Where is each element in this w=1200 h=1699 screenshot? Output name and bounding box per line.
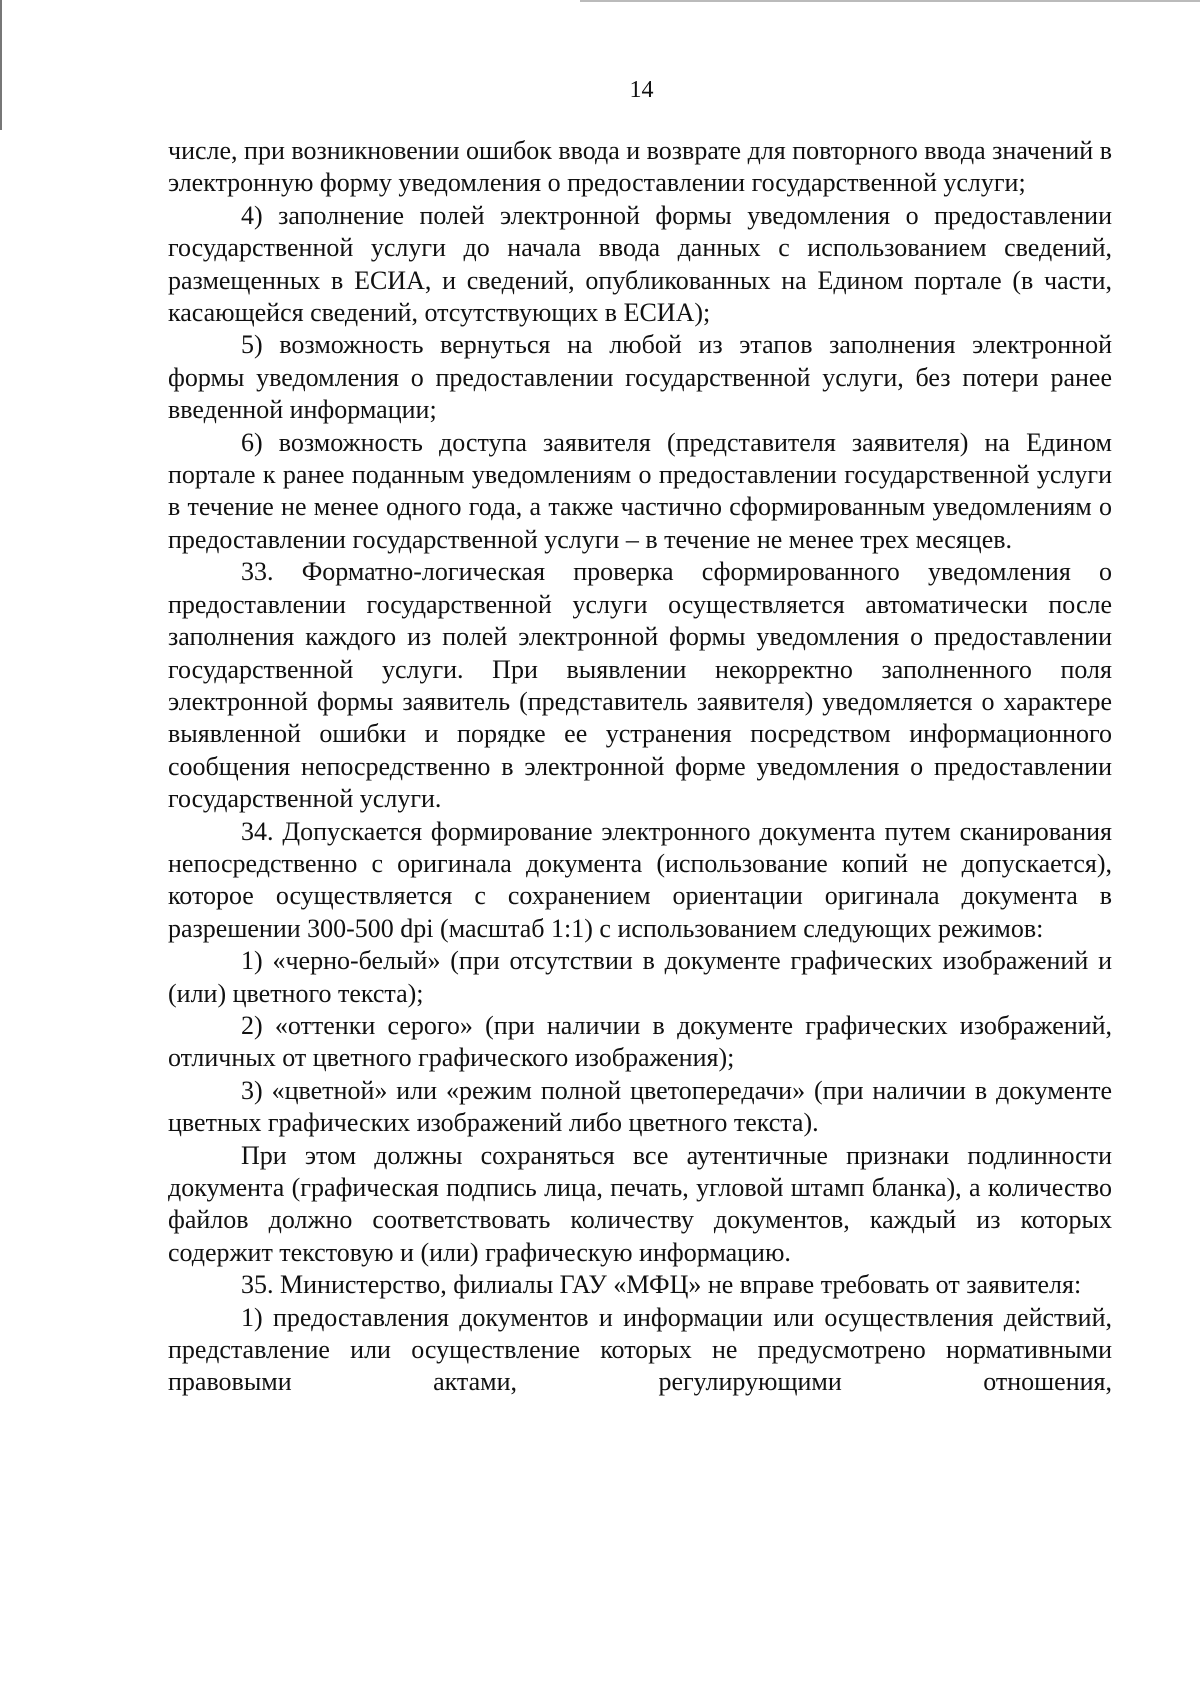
paragraph-clause-35: 35. Министерство, филиалы ГАУ «МФЦ» не вправе требовать от заявителя: — [241, 1270, 1082, 1300]
document-body — [168, 135, 1112, 1399]
paragraph-mode-3: 3) «цветной» или «режим полной цветопередачи» (при наличии в документе цветных графических изображений либо цветного текста). — [168, 1075, 1112, 1138]
paragraph-continuation: числе, при возникновении ошибок ввода и возврате для повторного ввода значений в электронную форму уведомления о предоставлении государственной услуги; — [168, 136, 1112, 198]
paragraph-authenticity: При этом должны сохраняться все аутентичные признаки подлинности документа (графическая подпись лица, печать, угловой штамп бланка), а количество файлов должно соответствовать количеству документов, каждый из которых содержит текстовую и (или) графическую информацию. — [168, 1140, 1112, 1267]
paragraph-clause-33: 33. Форматно-логическая проверка сформированного уведомления о предоставлении государственной услуги осуществляется автоматически после заполнения каждого из полей электронной формы уведомления о предоставлении государственной услуги. При выявлении некорректно заполненного поля электронной формы заявитель (представитель заявителя) уведомляется о характере выявленной ошибки и порядке ее устранения посредством информационного сообщения непосредственно в электронной форме уведомления о предоставлении государственной услуги. — [168, 557, 1112, 814]
scan-edge-left — [0, 0, 2, 130]
page-number: 14 — [629, 77, 654, 103]
paragraph-mode-1: 1) «черно-белый» (при отсутствии в документе графических изображений и (или) цветного текста); — [168, 946, 1112, 1008]
paragraph-clause-35-item-1: 1) предоставления документов и информации или осуществления действий, представление или осуществление которых не предусмотрено нормативными правовыми актами, регулирующими отношения, — [168, 1302, 1112, 1397]
paragraph-item-6: 6) возможность доступа заявителя (представителя заявителя) на Едином портале к ранее поданным уведомлениям о предоставлении государственной услуги в течение не менее одного года, а также частично сформированным уведомлениям о предоставлении государственной услуги – в течение не менее трех месяцев. — [168, 427, 1112, 554]
paragraph-item-4: 4) заполнение полей электронной формы уведомления о предоставлении государственной услуги до начала ввода данных с использованием сведений, размещенных в ЕСИА, и сведений, опубликованных на Едином портале (в части, касающейся сведений, отсутствующих в ЕСИА); — [168, 200, 1112, 328]
scan-edge-top — [580, 0, 1200, 2]
paragraph-clause-34: 34. Допускается формирование электронного документа путем сканирования непосредственно с оригинала документа (использование копий не допускается), которое осуществляется с сохранением ориентации оригинала документа в разрешении 300-500 dpi (масштаб 1:1) с использованием следующих режимов: — [168, 816, 1112, 943]
paragraph-item-5: 5) возможность вернуться на любой из этапов заполнения электронной формы уведомления о предоставлении государственной услуги, без потери ранее введенной информации; — [168, 330, 1112, 425]
paragraph-mode-2: 2) «оттенки серого» (при наличии в документе графических изображений, отличных от цветного графического изображения); — [168, 1010, 1112, 1073]
